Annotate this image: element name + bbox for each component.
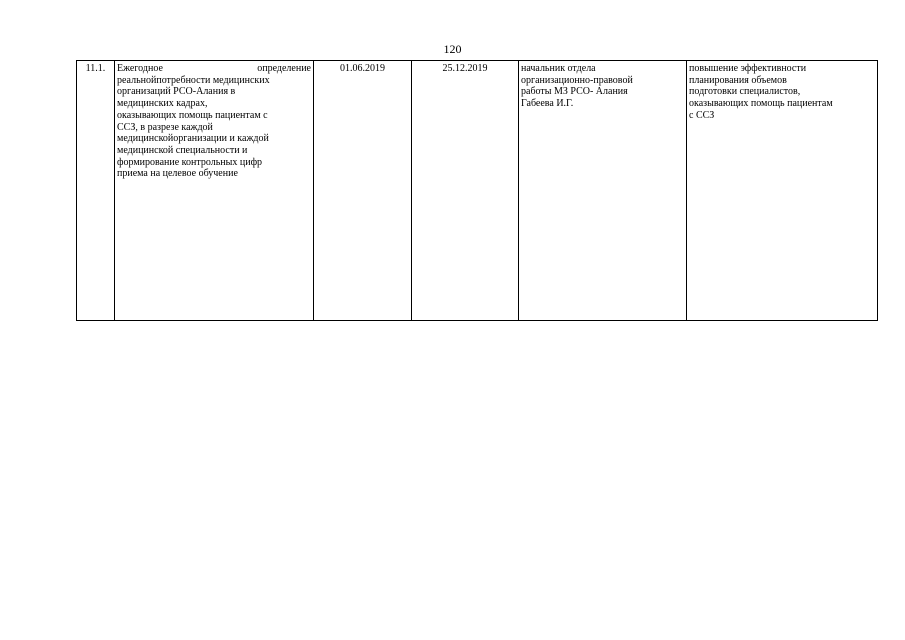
- result-line: планирования объемов: [689, 74, 787, 86]
- activity-line: медицинской специальности и: [117, 144, 248, 156]
- responsible-line: начальник отдела: [521, 63, 596, 74]
- activity-line: формирование контрольных цифр: [117, 156, 263, 168]
- item-number: 11.1.: [85, 63, 106, 74]
- activity-line: приема на целевое обучение: [117, 168, 238, 180]
- table-row: [77, 61, 878, 321]
- activity-line: организаций РСО-Алания в: [117, 86, 236, 98]
- activity-line: медицинских кадрах,: [117, 98, 208, 110]
- activity-cell: [115, 61, 314, 321]
- activity-line: реальнойпотребности медицинских: [117, 74, 270, 86]
- responsible-line: работы МЗ РСО- Алания: [521, 86, 628, 98]
- end-date: 25.12.2019: [442, 63, 488, 74]
- page-number: 120: [443, 42, 462, 56]
- start-date: 01.06.2019: [340, 63, 385, 74]
- result-line: оказывающих помощь пациентам: [689, 98, 833, 110]
- responsible-cell: [519, 61, 687, 321]
- result-line: с ССЗ: [689, 109, 715, 121]
- plan-table: [76, 60, 878, 321]
- result-line: подготовки специалистов,: [689, 86, 801, 98]
- start-date-cell: [314, 61, 412, 321]
- responsible-line: Габеева И.Г.: [521, 98, 574, 110]
- activity-line: Ежегодное определение: [117, 63, 311, 74]
- responsible-line: организационно-правовой: [521, 74, 633, 86]
- activity-line: оказывающих помощь пациентам с: [117, 109, 268, 121]
- activity-line: медицинскойорганизации и каждой: [117, 133, 269, 145]
- end-date-cell: [412, 61, 519, 321]
- result-line: повышение эффективности: [689, 63, 807, 74]
- result-cell: [687, 61, 878, 321]
- activity-line: ССЗ, в разрезе каждой: [117, 121, 213, 133]
- item-number-cell: [77, 61, 115, 321]
